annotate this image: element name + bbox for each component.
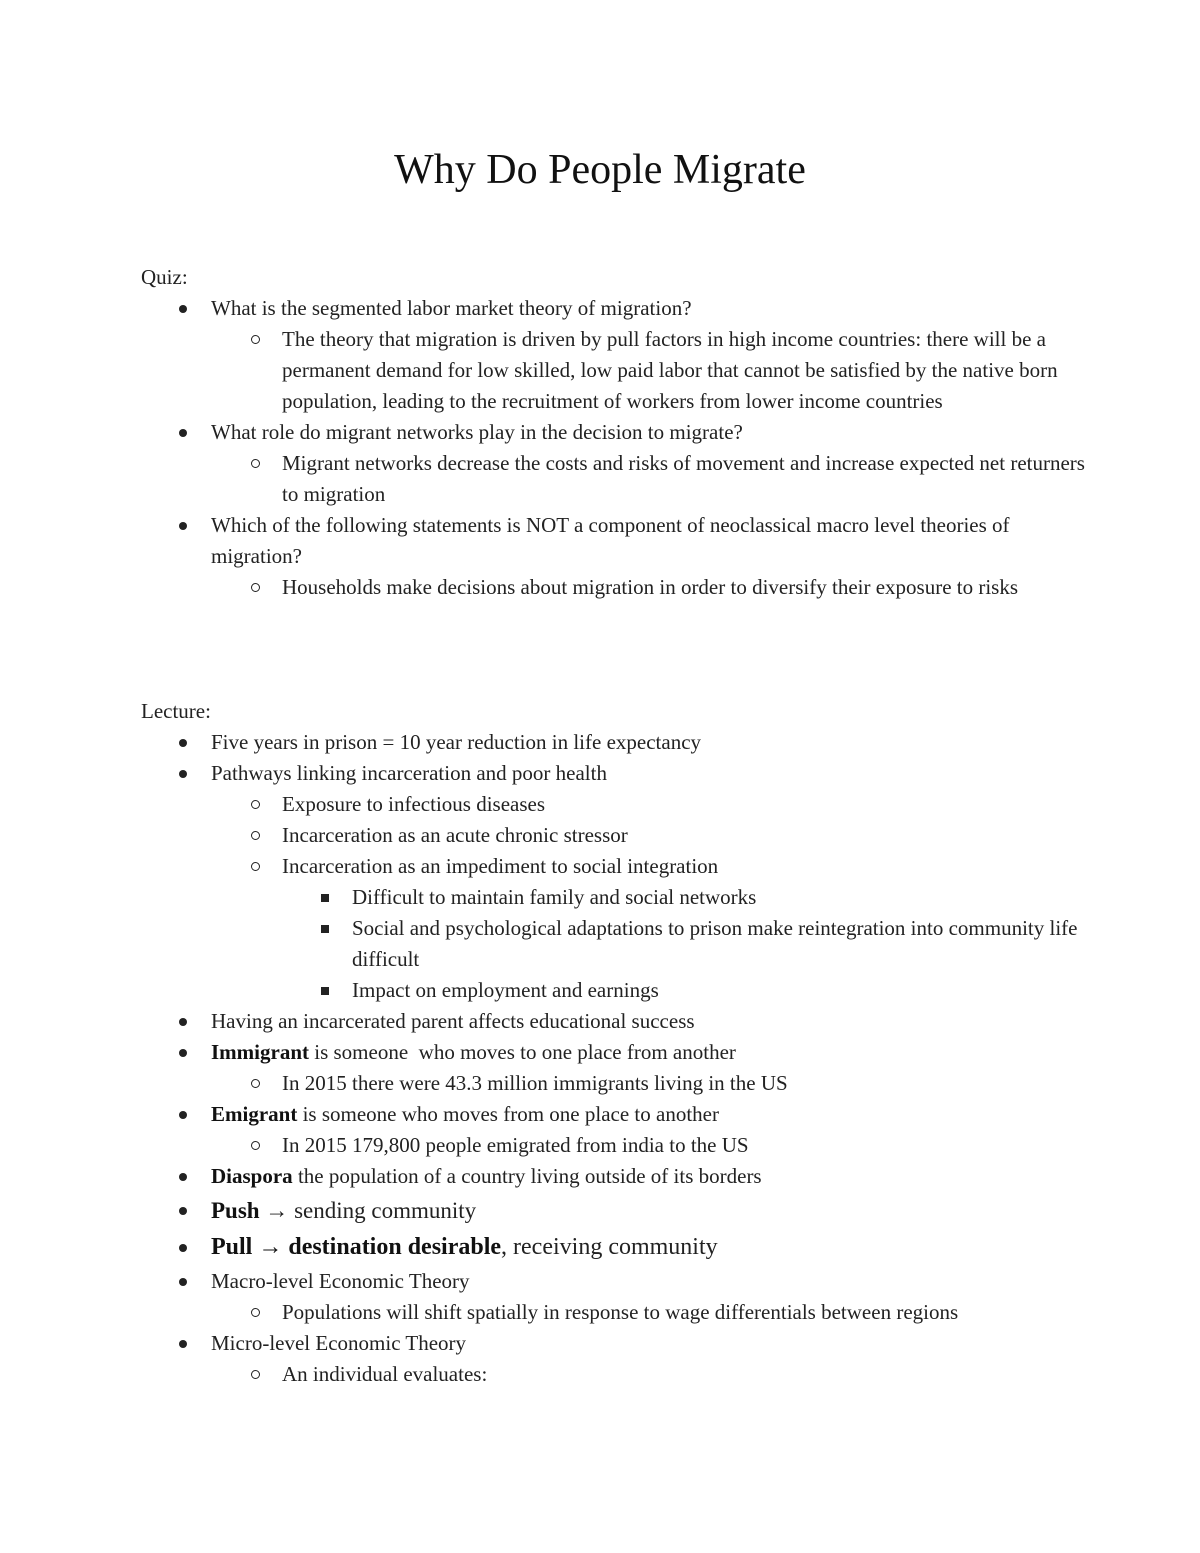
lecture-family: Difficult to maintain family and social networks (352, 885, 757, 909)
definition-diaspora: the population of a country living outside of its borders (292, 1164, 762, 1188)
lecture-section (141, 696, 1101, 1390)
bullet-disc-icon (179, 1244, 187, 1252)
bullet-circle-icon (251, 831, 260, 840)
bullet-disc-icon (179, 1207, 187, 1215)
list-item (141, 1099, 1101, 1130)
lecture-list (141, 727, 1101, 1390)
list-item (141, 1328, 1101, 1359)
bullet-circle-icon (251, 335, 260, 344)
list-item (141, 510, 1101, 572)
list-item (141, 1359, 1101, 1390)
bullet-disc-icon (179, 1278, 187, 1286)
bullet-circle-icon (251, 583, 260, 592)
bullet-circle-icon (251, 459, 260, 468)
bullet-disc-icon (179, 429, 187, 437)
quiz-section (141, 262, 1101, 603)
list-item (141, 1037, 1101, 1068)
bullet-disc-icon (179, 522, 187, 530)
definition-push: → sending community (259, 1198, 477, 1223)
lecture-parent: Having an incarcerated parent affects educational success (211, 1009, 695, 1033)
list-item (141, 293, 1101, 324)
lecture-employment: Impact on employment and earnings (352, 978, 659, 1002)
quiz-question-2: What role do migrant networks play in the decision to migrate? (211, 420, 743, 444)
lecture-infectious: Exposure to infectious diseases (282, 792, 546, 816)
list-item (141, 789, 1101, 820)
quiz-list (141, 293, 1101, 603)
list-item (141, 448, 1101, 510)
definition-pull-rest: , receiving community (501, 1234, 718, 1260)
quiz-heading: Quiz: (141, 265, 188, 289)
term-diaspora: Diaspora (211, 1164, 293, 1188)
lecture-heading: Lecture: (141, 699, 211, 723)
bullet-disc-icon (179, 1173, 187, 1181)
term-push: Push (211, 1198, 260, 1223)
page-title: Why Do People Migrate (394, 147, 806, 193)
lecture-impediment: Incarceration as an impediment to social integration (282, 854, 719, 878)
list-item (141, 820, 1101, 851)
quiz-answer-2: Migrant networks decrease the costs and risks of movement and increase expected net returners to migration (282, 451, 1085, 506)
list-item (141, 1068, 1101, 1099)
lecture-pathways: Pathways linking incarceration and poor health (211, 761, 607, 785)
bullet-circle-icon (251, 1079, 260, 1088)
bullet-disc-icon (179, 305, 187, 313)
term-pull: Pull (211, 1234, 253, 1260)
list-item (141, 882, 1101, 913)
definition-immigrant: is someone who moves to one place from another (309, 1040, 736, 1064)
list-item (141, 758, 1101, 789)
quiz-answer-1: The theory that migration is driven by pull factors in high income countries: there will be a permanent demand for low skilled, low paid labor that cannot be satisfied by the native born population, leading to the recruitment of workers from lower income countries (282, 327, 1058, 413)
list-item (141, 851, 1101, 882)
list-item (141, 417, 1101, 448)
list-item (141, 975, 1101, 1006)
bullet-disc-icon (179, 1340, 187, 1348)
bullet-circle-icon (251, 1308, 260, 1317)
bullet-circle-icon (251, 1370, 260, 1379)
list-item (141, 1266, 1101, 1297)
bullet-circle-icon (251, 862, 260, 871)
list-item (141, 1006, 1101, 1037)
bullet-square-icon (321, 987, 329, 995)
lecture-macro-detail: Populations will shift spatially in response to wage differentials between regions (282, 1300, 959, 1324)
bullet-disc-icon (179, 739, 187, 747)
list-item (141, 1130, 1101, 1161)
lecture-micro: Micro-level Economic Theory (211, 1331, 467, 1355)
term-immigrant: Immigrant (211, 1040, 309, 1064)
list-item (141, 1229, 1101, 1266)
quiz-answer-3: Households make decisions about migration in order to diversify their exposure to risks (282, 575, 1019, 599)
list-item (141, 1297, 1101, 1328)
bullet-circle-icon (251, 800, 260, 809)
list-item (141, 913, 1101, 975)
list-item (141, 572, 1101, 603)
list-item (141, 1161, 1101, 1192)
bullet-circle-icon (251, 1141, 260, 1150)
bullet-disc-icon (179, 1018, 187, 1026)
list-item (141, 1192, 1101, 1229)
lecture-emigrant-stat: In 2015 179,800 people emigrated from india to the US (282, 1133, 749, 1157)
lecture-adaptations: Social and psychological adaptations to prison make reintegration into community life difficult (352, 916, 1078, 971)
quiz-question-1: What is the segmented labor market theory of migration? (211, 296, 692, 320)
lecture-prison-years: Five years in prison = 10 year reduction in life expectancy (211, 730, 702, 754)
bullet-square-icon (321, 925, 329, 933)
term-emigrant: Emigrant (211, 1102, 298, 1126)
lecture-stressor: Incarceration as an acute chronic stressor (282, 823, 628, 847)
definition-pull-bold: → destination desirable (252, 1234, 502, 1260)
lecture-macro: Macro-level Economic Theory (211, 1269, 470, 1293)
lecture-immigrant-stat: In 2015 there were 43.3 million immigrants living in the US (282, 1071, 788, 1095)
bullet-disc-icon (179, 770, 187, 778)
bullet-disc-icon (179, 1049, 187, 1057)
quiz-question-3: Which of the following statements is NOT a component of neoclassical macro level theories of migration? (211, 513, 1010, 568)
list-item (141, 324, 1101, 417)
bullet-disc-icon (179, 1111, 187, 1119)
definition-emigrant: is someone who moves from one place to another (297, 1102, 719, 1126)
list-item (141, 727, 1101, 758)
bullet-square-icon (321, 894, 329, 902)
lecture-micro-detail: An individual evaluates: (282, 1362, 488, 1386)
